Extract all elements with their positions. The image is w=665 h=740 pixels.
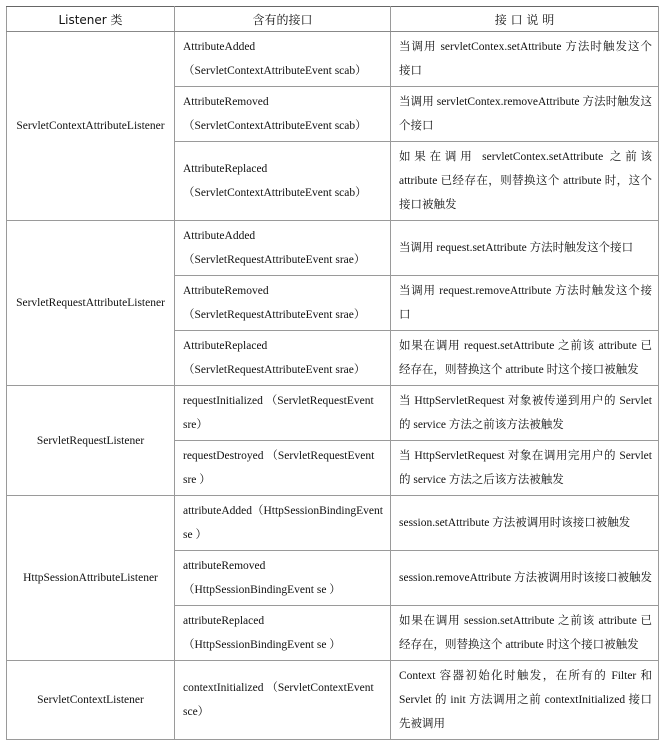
listener-table [6,6,659,740]
interface-cell: attributeRemoved（HttpSessionBindingEvent se ） [175,551,391,606]
description-cell: 当调用 servletContex.setAttribute 方法时触发这个接口 [391,32,659,87]
interface-cell: AttributeRemoved（ServletContextAttributeEvent scab） [175,87,391,142]
interface-cell: AttributeAdded（ServletContextAttributeEvent scab） [175,32,391,87]
table-row [7,221,659,276]
description-cell: session.removeAttribute 方法被调用时该接口被触发 [391,551,659,606]
description-cell: session.setAttribute 方法被调用时该接口被触发 [391,496,659,551]
interface-cell: AttributeAdded（ServletRequestAttributeEvent srae） [175,221,391,276]
interface-cell: requestInitialized （ServletRequestEvent sre） [175,386,391,441]
description-cell: 当调用 request.setAttribute 方法时触发这个接口 [391,221,659,276]
header-description: 接 口 说 明 [391,7,659,32]
table-row [7,32,659,87]
description-cell: 当 HttpServletRequest 对象在调用完用户的 Servlet 的 service 方法之后该方法被触发 [391,441,659,496]
table-row [7,386,659,441]
document-page [6,6,658,740]
description-cell: 当 HttpServletRequest 对象被传递到用户的 Servlet 的 service 方法之前该方法被触发 [391,386,659,441]
interface-cell: requestDestroyed （ServletRequestEvent sre ） [175,441,391,496]
header-row [7,7,659,32]
listener-class-cell: ServletRequestListener [7,386,175,496]
interface-cell: attributeAdded（HttpSessionBindingEvent se ） [175,496,391,551]
description-cell: 如果在调用 request.setAttribute 之前该 attribute 已经存在，则替换这个 attribute 时这个接口被触发 [391,331,659,386]
description-cell: 当调用 request.removeAttribute 方法时触发这个接口 [391,276,659,331]
interface-cell: AttributeRemoved（ServletRequestAttributeEvent srae） [175,276,391,331]
description-cell: 当调用 servletContex.removeAttribute 方法时触发这个接口 [391,87,659,142]
description-cell: 如果在调用 servletContex.setAttribute 之前该 attribute 已经存在，则替换这个 attribute 时，这个接口被触发 [391,142,659,221]
listener-class-cell: HttpSessionAttributeListener [7,496,175,661]
listener-class-cell: ServletContextListener [7,661,175,740]
interface-cell: AttributeReplaced（ServletRequestAttributeEvent srae） [175,331,391,386]
table-row [7,661,659,740]
header-interface: 含有的接口 [175,7,391,32]
description-cell: Context 容器初始化时触发，在所有的 Filter 和 Servlet 的 init 方法调用之前 contextInitialized 接口先被调用 [391,661,659,740]
listener-class-cell: ServletContextAttributeListener [7,32,175,221]
header-listener-class: Listener 类 [7,7,175,32]
interface-cell: AttributeReplaced（ServletContextAttributeEvent scab） [175,142,391,221]
description-cell: 如果在调用 session.setAttribute 之前该 attribute 已经存在，则替换这个 attribute 时这个接口被触发 [391,606,659,661]
interface-cell: attributeReplaced（HttpSessionBindingEvent se ） [175,606,391,661]
listener-class-cell: ServletRequestAttributeListener [7,221,175,386]
interface-cell: contextInitialized （ServletContextEvent sce） [175,661,391,740]
table-row [7,496,659,551]
